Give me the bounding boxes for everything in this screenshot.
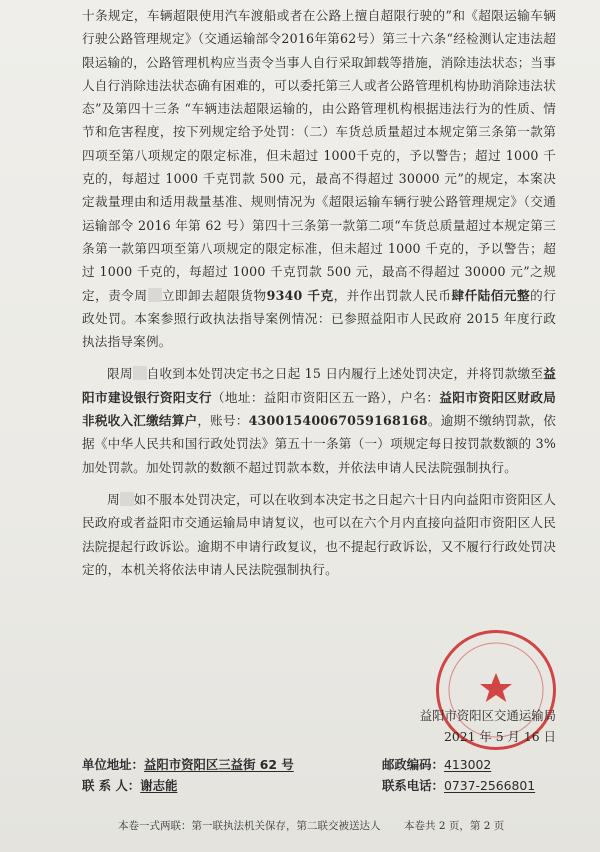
paragraph-payment: 限周 自收到本处罚决定书之日起 15 日内履行上述处罚决定，并将罚款缴至益阳市建设银行资阳支行（地址：益阳市资阳区五一路），户名：益阳市资阳区财政局非税收入汇缴结算户，账号：43001540067059168168。逾期不缴纳罚款，依据《中华人民共和国行政处罚法》第五十一条第（一）项规定每日按罚款数额的 3%加处罚款。加处罚款的数额不超过罚款本数，并依法申请人民法院强制执行。 bbox=[82, 366, 556, 475]
address-value: 益阳市资阳区三益街 62 号 bbox=[143, 757, 294, 772]
party-name: 限周 bbox=[107, 366, 133, 382]
decision-body bbox=[82, 4, 556, 581]
party-name: 周 bbox=[134, 287, 148, 303]
zip-value: 413002 bbox=[443, 757, 492, 772]
copies-note: 本卷一式两联：第一联执法机关保存，第二联交被送达人 bbox=[118, 820, 381, 832]
issuing-authority: 益阳市资阳区交通运输局 bbox=[419, 708, 556, 723]
bank-name: 益阳市建设银行资阳支行 bbox=[82, 366, 556, 405]
contact-label: 联 系 人： bbox=[82, 778, 141, 793]
fine-amount: 肆仟陆佰元整 bbox=[451, 287, 531, 303]
page-number: 本卷共 2 页，第 2 页 bbox=[404, 820, 505, 832]
issue-date: 2021 年 5 月 16 日 bbox=[443, 729, 556, 744]
redaction-block bbox=[133, 366, 147, 380]
redaction-block bbox=[148, 288, 162, 302]
redaction-block bbox=[120, 492, 134, 506]
account-number: 43001540067059168168 bbox=[248, 413, 428, 429]
phone-value: 0737-2566801 bbox=[443, 778, 536, 793]
account-name: 益阳市资阳区财政局非税收入汇缴结算户 bbox=[82, 389, 556, 429]
phone-label: 联系电话： bbox=[382, 778, 444, 793]
overload-weight: 9340 千克 bbox=[266, 287, 334, 303]
party-name: 周 bbox=[107, 491, 120, 507]
zip-label: 邮政编码： bbox=[382, 757, 444, 772]
paragraph-legal-basis: 十条规定，车辆超限使用汽车渡船或者在公路上擅自超限行驶的”和《超限运输车辆行驶公路管理规定》（交通运输部令2016年第62号）第三十六条“经检测认定违法超限运输的，公路管理机构应当责令当事人自行采取卸载等措施，消除违法状态；当事人自行消除违法状态确有困难的，可以委托第三人或者公路管理机构协助消除违法状态”及第四十三条 “车辆违法超限运输的，由公路管理机构根据违法行为的性质、情节和危害程度，按下列规定给予处罚：（二）车货总质量超过本规定第三条第一款第四项至第八项规定的限定标准，但未超过 1000千克的，予以警告；超过 1000 千克的，每超过 1000 千克罚款 500 元，最高不得超过 30000 元”的规定，本案决定裁量理由和适用裁量基准、规则情况为《超限运输车辆行驶公路管理规定》（交通运输部令 2016 年第 62 号）第四十三条第一款第二项“车货总质量超过本规定第三条第一款第四项至第八项规定的限定标准，但未超过 1000 千克的，予以警告；超过 1000 千克的，每超过 1000 千克罚款 500 元，最高不得超过 30000 元”之规定，责令周 立即卸去超限货物9340 千克，并作出罚款人民币肆仟陆佰元整的行政处罚。本案参照行政执法指导案例情况：已参照益阳市人民政府 2015 年度行政执法指导案例。 bbox=[82, 8, 556, 350]
paragraph-appeal: 周 如不服本处罚决定，可以在收到本决定书之日起六十日内向益阳市资阳区人民政府或者益阳市交通运输局申请复议，也可以在六个月内直接向益阳市资阳区人民法院提起行政诉讼。逾期不申请行政复议，也不提起行政诉讼，又不履行行政处罚决定的，本机关将依法申请人民法院强制执行。 bbox=[82, 491, 556, 577]
contact-info bbox=[82, 754, 542, 796]
address-label: 单位地址： bbox=[82, 757, 144, 772]
contact-value: 谢志能 bbox=[140, 778, 178, 793]
